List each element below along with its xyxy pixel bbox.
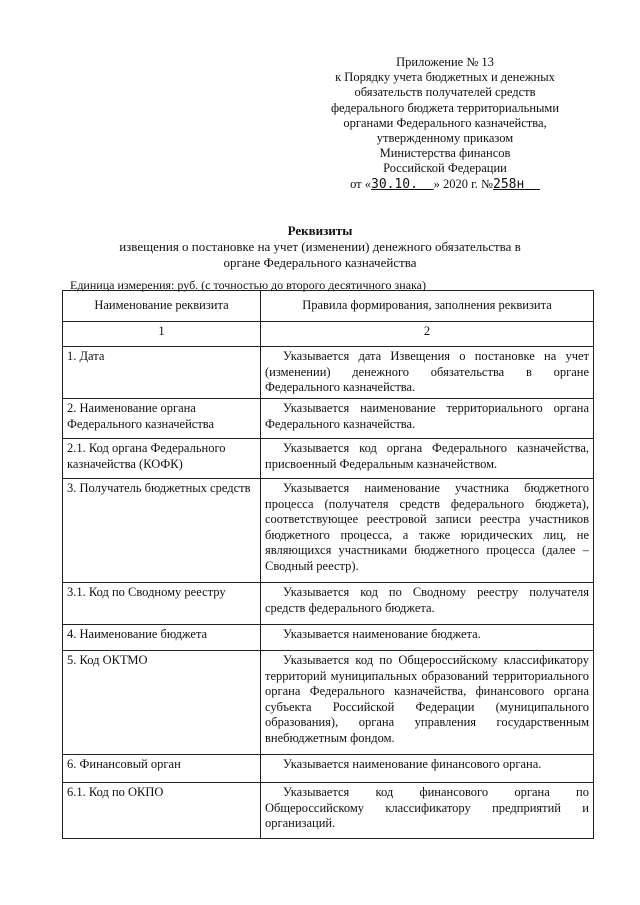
requisite-rule: Указывается наименование территориального органа Федерального казначейства.	[261, 399, 594, 439]
requisite-name: 4. Наименование бюджета	[63, 625, 261, 651]
requisite-rule: Указывается дата Извещения о постановке на учет (изменении) денежного обязательства в органе Федерального казначейства.	[261, 347, 594, 399]
table-row	[63, 479, 594, 583]
table-row	[63, 651, 594, 755]
annex-line: обязательств получателей средств	[354, 85, 536, 100]
annex-line: к Порядку учета бюджетных и денежных	[335, 70, 555, 85]
header-fill-rules: Правила формирования, заполнения реквизита	[261, 291, 594, 322]
requisites-table	[62, 290, 594, 839]
document-title: Реквизиты	[287, 223, 353, 238]
requisite-name: 3. Получатель бюджетных средств	[63, 479, 261, 583]
requisite-name: 5. Код ОКТМО	[63, 651, 261, 755]
handwritten-number: 258н	[493, 176, 525, 192]
date-prefix: от «	[350, 176, 371, 191]
table-row	[63, 439, 594, 479]
annex-number: Приложение № 13	[396, 55, 494, 69]
annex-line: Министерства финансов	[379, 146, 511, 161]
annex-line: утвержденному приказом	[376, 131, 514, 146]
annex-header	[300, 55, 590, 192]
annex-line: органами Федерального казначейства,	[343, 115, 547, 130]
table-row	[63, 583, 594, 625]
requisite-rule: Указывается код по Сводному реестру получателя средств федерального бюджета.	[261, 583, 594, 625]
table-header-row	[63, 291, 594, 322]
table-row	[63, 625, 594, 651]
column-number: 1	[63, 322, 261, 347]
requisite-name: 2. Наименование органа Федерального казначейства	[63, 399, 261, 439]
requisite-rule: Указывается наименование участника бюджетного процесса (получателя средств федерального бюджета), соответствующее реестровой записи реестра участников бюджетного процесса, а также юридических лиц, не являющихся участниками бюджетного процесса (далее – Сводный реестр).	[261, 479, 594, 583]
requisite-rule: Указывается наименование финансового органа.	[261, 755, 594, 783]
header-requisite-name: Наименование реквизита	[63, 291, 261, 322]
requisite-name: 3.1. Код по Сводному реестру	[63, 583, 261, 625]
table-row	[63, 347, 594, 399]
annex-date-line	[300, 177, 590, 192]
handwritten-date: 30.10.	[371, 176, 418, 192]
subtitle-line: органе Федерального казначейства	[223, 255, 417, 270]
subtitle-line: извещения о постановке на учет (изменении) денежного обязательства в	[119, 239, 521, 254]
table-row	[63, 755, 594, 783]
requisite-rule: Указывается код финансового органа по Общероссийскому классификатору предприятий и организаций.	[261, 783, 594, 839]
requisite-name: 1. Дата	[63, 347, 261, 399]
requisite-name: 2.1. Код органа Федерального казначейства (КОФК)	[63, 439, 261, 479]
table-row	[63, 783, 594, 839]
requisite-rule: Указывается код органа Федерального казначейства, присвоенный Федеральным казначейством.	[261, 439, 594, 479]
requisite-rule: Указывается наименование бюджета.	[261, 625, 594, 651]
requisite-name: 6.1. Код по ОКПО	[63, 783, 261, 839]
requisite-name: 6. Финансовый орган	[63, 755, 261, 783]
units-of-measure: Единица измерения: руб. (с точностью до второго десятичного знака)	[70, 278, 426, 292]
column-numbers-row	[63, 322, 594, 347]
date-middle: » 2020 г. №	[433, 176, 493, 191]
column-number: 2	[261, 322, 594, 347]
document-subtitle	[60, 239, 580, 271]
annex-line: федерального бюджета территориальными	[330, 100, 560, 115]
table-row	[63, 399, 594, 439]
annex-line: Российской Федерации	[383, 161, 507, 176]
requisite-rule: Указывается код по Общероссийскому классификатору территорий муниципальных образований территориального органа Федерального казначейства, финансового органа субъекта Российской Федерации (муниципального образования), органа управления государственным внебюджетным фондом.	[261, 651, 594, 755]
